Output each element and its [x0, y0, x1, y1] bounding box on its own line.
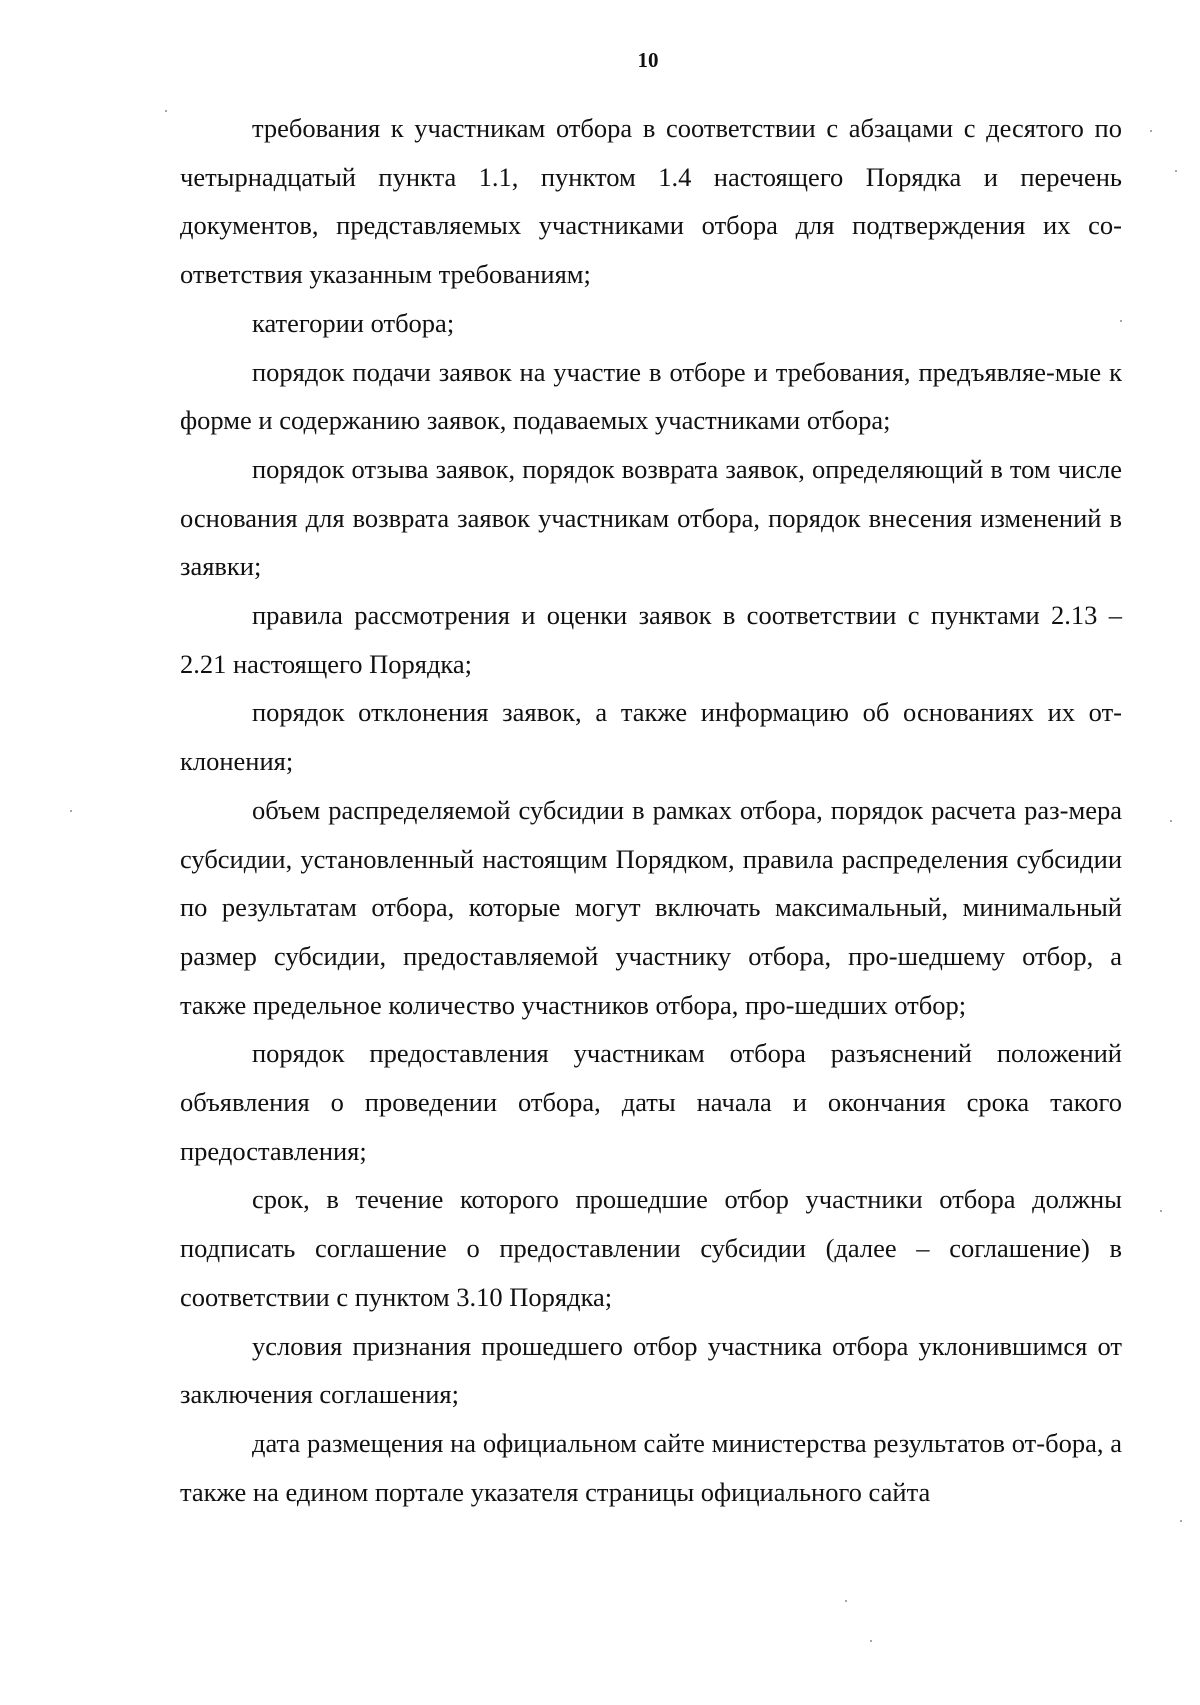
page-number: 10 — [637, 48, 659, 72]
scan-speck — [70, 810, 72, 812]
paragraph-application-withdrawal: порядок отзыва заявок, порядок возврата заявок, определяющий в том числе основания для возврата заявок участникам отбора, порядок внесения изменений в заявки; — [180, 453, 1122, 582]
paragraph-application-submission: порядок подачи заявок на участие в отборе и требования, предъявляе-мые к форме и содержанию заявок, подаваемых участниками отбора; — [180, 356, 1122, 436]
scan-speck — [1160, 1210, 1162, 1212]
paragraph-agreement-deadline: срок, в течение которого прошедшие отбор участники отбора должны подписать соглашение о предоставлении субсидии (далее – соглашение) в соответствии с пунктом 3.10 Порядка; — [180, 1184, 1122, 1312]
paragraph-results-publication: дата размещения на официальном сайте министерства результатов от-бора, а также на едином портале указателя страницы официального сайта — [180, 1427, 1122, 1507]
paragraph-evasion-conditions: условия признания прошедшего отбор участника отбора уклонившимся от заключения соглашения; — [180, 1330, 1122, 1410]
scan-speck — [1180, 1520, 1182, 1522]
scan-speck — [1120, 320, 1122, 322]
scan-speck — [1175, 170, 1177, 172]
paragraph-rejection-procedure: порядок отклонения заявок, а также информацию об основаниях их от-клонения; — [180, 697, 1122, 777]
scan-speck — [1150, 130, 1152, 132]
paragraph-selection-categories: категории отбора; — [252, 307, 455, 338]
paragraph-review-rules: правила рассмотрения и оценки заявок в соответствии с пунктами 2.13 – 2.21 настоящего Порядка; — [180, 600, 1122, 679]
scan-speck — [845, 1600, 847, 1602]
scan-speck — [870, 1640, 872, 1642]
paragraph-clarifications: порядок предоставления участникам отбора разъяснений положений объявления о проведении отбора, даты начала и окончания срока такого предоставления; — [180, 1038, 1122, 1166]
paragraph-subsidy-volume: объем распределяемой субсидии в рамках отбора, порядок расчета раз-мера субсидии, установленный настоящим Порядком, правила распределения субсидии по результатам отбора, которые могут включать максимальный, минимальный размер субсидии, предоставляемой участнику отбора, про-шедшему отбор, а также предельное количество участников отбора, про-шедших отбор; — [180, 794, 1122, 1020]
scan-speck — [165, 110, 167, 112]
scan-speck — [1170, 820, 1172, 822]
paragraph-participant-requirements: требования к участникам отбора в соответствии с абзацами с десятого по четырнадцатый пункта 1.1, пунктом 1.4 настоящего Порядка и перечень документов, представляемых участниками отбора для подтверждения их со-ответствия указанным требованиям; — [180, 113, 1122, 290]
document-body — [180, 104, 1122, 1516]
